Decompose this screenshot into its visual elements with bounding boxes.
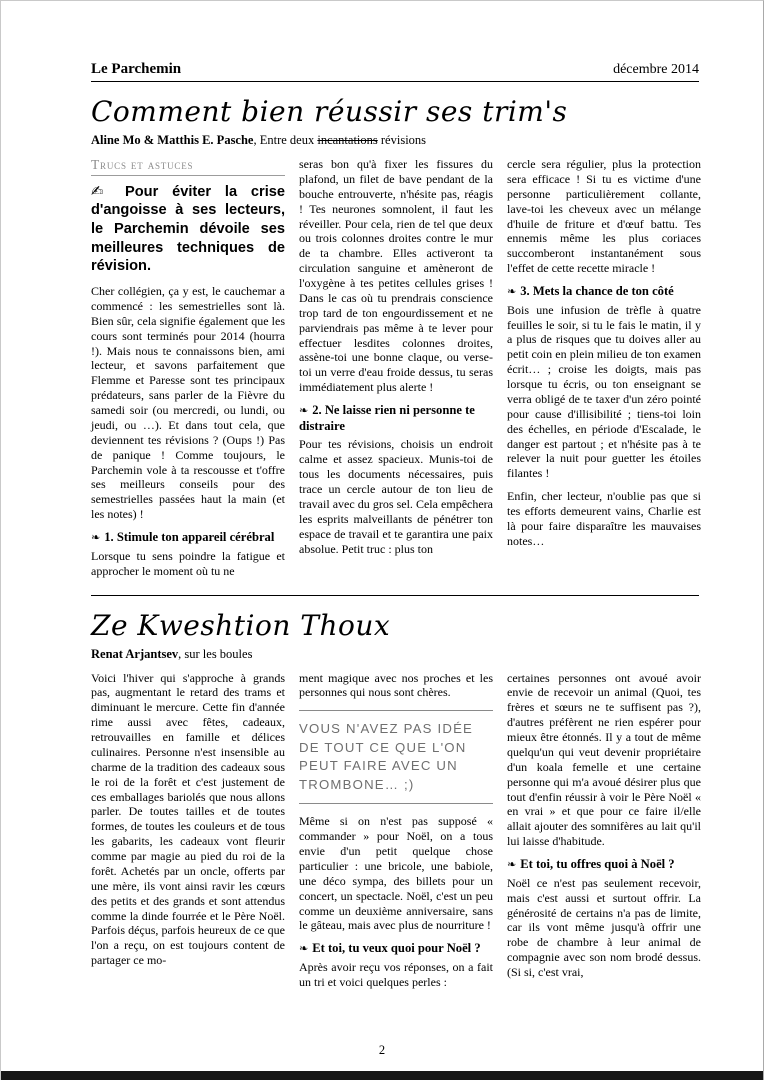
article1-col1-paragraph: Lorsque tu sens poindre la fatigue et approcher le moment où tu ne	[91, 548, 285, 578]
article2-author: Renat Arjantsev	[91, 646, 179, 661]
article1-heading-2-text: 2. Ne laisse rien ni personne te distraire	[299, 403, 475, 433]
article1-heading-1-text: 1. Stimule ton appareil cérébral	[104, 530, 275, 545]
article1-byline	[91, 133, 699, 148]
article1-heading-1	[91, 530, 285, 546]
fleuron-icon: ❧	[91, 531, 101, 545]
article1-col1	[91, 157, 285, 587]
article2-heading-2-text: Et toi, tu offres quoi à Noël ?	[520, 857, 675, 872]
article2-col2-paragraph: Même si on n'est pas supposé « commander » pour Noël, on a tous envie d'un petit quelque chose particulier : une bricole, une babiole, une déco sympa, des billets pour un concert, un spectacle. Noël, c'est un peu comme un deuxième anniversaire, sans le gâteau, mais avec plus de nourriture !	[299, 814, 493, 933]
article1-col3-paragraph: Bois une infusion de trèfle à quatre feuilles le soir, si tu le fais le matin, il y a plus de risques que tu doives aller au petit coin en plein milieu de ton examen écrit… ; croise les doigts, mais pas lorsque tu écris, ou ton enseignant se verra obligé de te taxer d'un zéro pointé pour cause d'illisibilité ; tiens-toi loin des échelles, en période d'Escalade, le danger est partout ; et n'hésite pas à te relever la nuit pour guetter les étoiles filantes !	[507, 302, 701, 481]
article2-heading-1	[299, 941, 493, 957]
article1-col3-paragraph: cercle sera régulier, plus la protection sera efficace ! Si tu es victime d'une personne particulièrement collante, lave-toi les cheveux avec un mélange d'huile de friture et d'œuf battu. Tes ennemis même les plus coriaces succomberont instantanément sous l'effet de cette recette miracle !	[507, 157, 701, 276]
article1-byline-strikethrough: incantations	[317, 133, 378, 147]
article2-heading-1-text: Et toi, tu veux quoi pour Noël ?	[312, 941, 481, 956]
writing-hand-icon: ✍	[91, 182, 114, 200]
article2-col3-paragraph: Noël ce n'est pas seulement recevoir, mais c'est aussi et surtout offrir. La générosité de certains n'a pas de limite, car ils vont même jusqu'à offrir une robe de chambre à leur animal de compagnie avec son nom brodé dessus. (Si si, c'est vrai,	[507, 875, 701, 980]
article2-byline	[91, 647, 699, 662]
article-kweshtion	[91, 609, 699, 998]
article1-authors: Aline Mo & Matthis E. Pasche	[91, 133, 254, 147]
masthead	[91, 61, 699, 78]
article1-heading-3-text: 3. Mets la chance de ton côté	[520, 284, 674, 298]
article2-col3-paragraph: certaines personnes ont avoué avoir envie de recevoir un animal (Quoi, tes frères et sœurs ne te suffisent pas ?), d'autres préfèrent ne rien espérer pour mieux être étonnés. Il y a tout de même quelqu'un qui veut devenir propriétaire d'un koala femelle et une certaine personne qui m'a avoué désirer plus que tout d'enfin réussir à voir le Père Noël « en vrai » et que pour ce faire il/elle allait ajouter des somnifères au lait qu'il lui laisse d'habitude.	[507, 670, 701, 849]
article2-heading-2	[507, 857, 701, 873]
article1-col3	[507, 157, 701, 587]
masthead-date: décembre 2014	[613, 62, 699, 77]
article1-col3-paragraph: Enfin, cher lecteur, n'oublie pas que si tes efforts demeurent vains, Charlie est là pour faire disparaître les mauvaises notes…	[507, 489, 701, 548]
section-kicker: Trucs et astuces	[91, 157, 285, 176]
article1-title: Comment bien réussir ses trim's	[91, 95, 568, 128]
article-trims	[91, 95, 699, 587]
article1-columns	[91, 157, 699, 587]
masthead-title: Le Parchemin	[91, 61, 182, 77]
fleuron-icon: ❧	[507, 858, 517, 872]
article2-columns	[91, 671, 699, 998]
article1-col2-paragraph: seras bon qu'à fixer les fissures du plafond, un filet de bave pendant de la bouche entrouverte, n'hésite pas, réagis ! Tes neurones somnolent, il faut les réveiller. Pour cela, rien de tel que deux ou trois colonnes droites contre le mur de ta chambre. Elles activeront ta circulation sanguine et amèneront de l'oxygène à tes petites cellules grises ! Dans le cas où tu prendrais conscience trop tard de ton engourdissement et ne parviendrais pas même à te lever pour effectuer lesdites colonnes droites, assène-toi une bonne claque, ou verse-toi un verre d'eau froide dessus, tu seras immédiatement plus alerte !	[299, 157, 493, 395]
article1-col2	[299, 157, 493, 587]
page-content	[1, 1, 763, 998]
article1-lead	[91, 183, 285, 276]
masthead-rule	[91, 81, 699, 82]
article2-title: Ze Kweshtion Thoux	[91, 608, 391, 642]
fleuron-icon: ❧	[507, 285, 517, 298]
fleuron-icon: ❧	[299, 404, 309, 417]
article1-heading-3	[507, 284, 701, 300]
fleuron-icon: ❧	[299, 942, 309, 956]
article1-col1-paragraph: Cher collégien, ça y est, le cauchemar a commencé : les semestrielles sont là. Bien sûr, cela signifie également que les cours sont terminés pour 2014 (hourra !). Mais nous te connaissons bien, ami lecteur, et savons parfaitement que Flemme et Paresse sont tes principaux prédateurs, sans parler de la Fièvre du samedi soir (ou mercredi, ou lundi, ou jeudi, ou …). Et dans tout cela, que deviennent tes révisions ? (Oups !) Pas de panique ! Comme toujours, le Parchemin vole à ta rescousse et t'offre ses meilleurs conseils pour des semestrielles passées haut la main (et les notes) !	[91, 284, 285, 522]
article1-lead-text: Pour éviter la crise d'angoisse à ses lecteurs, le Parchemin dévoile ses meilleures techniques de révision.	[91, 183, 286, 275]
article1-byline-sep: , Entre deux	[253, 133, 318, 147]
pull-quote: VOUS N'AVEZ PAS IDÉE DE TOUT CE QUE L'ON PEUT FAIRE AVEC UN TROMBONE… ;)	[299, 710, 493, 804]
article2-byline-end: , sur les boules	[178, 646, 253, 661]
article1-heading-2	[299, 403, 493, 434]
article2-col1-paragraph: Voici l'hiver qui s'approche à grands pas, augmentant le retard des trams et diminuant le mercure. Cette fin d'année rime aussi avec fêtes, cadeaux, retrouvailles en famille et délices culinaires. Personne n'est insensible au charme de la tradition des cadeaux sous le roi de la forêt et c'est justement de ces emballages bariolés que nous allons parler. De toutes tailles et de toutes formes, de toutes les couleurs et de tous les gabarits, les cadeaux vont fleurir comme par magie au pied du roi de la forêt. Achetés par un oncle, offerts par une mère, ils vont ainsi ravir les cœurs des petits et des grands et sont attendus comme la dinde fourrée et le Père Noël. Parfois déçus, parfois heureux de ce que l'on a reçu, on est toujours content de partager ce mo-	[91, 670, 285, 968]
article2-col2	[299, 671, 493, 998]
article-divider-rule	[91, 595, 699, 596]
page-number: 2	[378, 1043, 386, 1057]
article2-col2-paragraph: Après avoir reçu vos réponses, on a fait un tri et voici quelques perles :	[299, 960, 493, 989]
article2-col1	[91, 671, 285, 998]
article2-col2-paragraph: ment magique avec nos proches et les personnes qui nous sont chères.	[299, 670, 493, 700]
page-bottom-edge	[1, 1071, 763, 1080]
article1-col2-paragraph: Pour tes révisions, choisis un endroit calme et assez spacieux. Munis-toi de tous les documents nécessaires, puis trace un cercle autour de ton lieu de travail avec du gros sel. Cela empêchera les esprits malveillants de pénétrer ton espace de travail et te garantira une paix absolue. Petit truc : plus ton	[299, 437, 493, 556]
article1-byline-end: révisions	[377, 133, 427, 147]
article2-col3	[507, 671, 701, 998]
